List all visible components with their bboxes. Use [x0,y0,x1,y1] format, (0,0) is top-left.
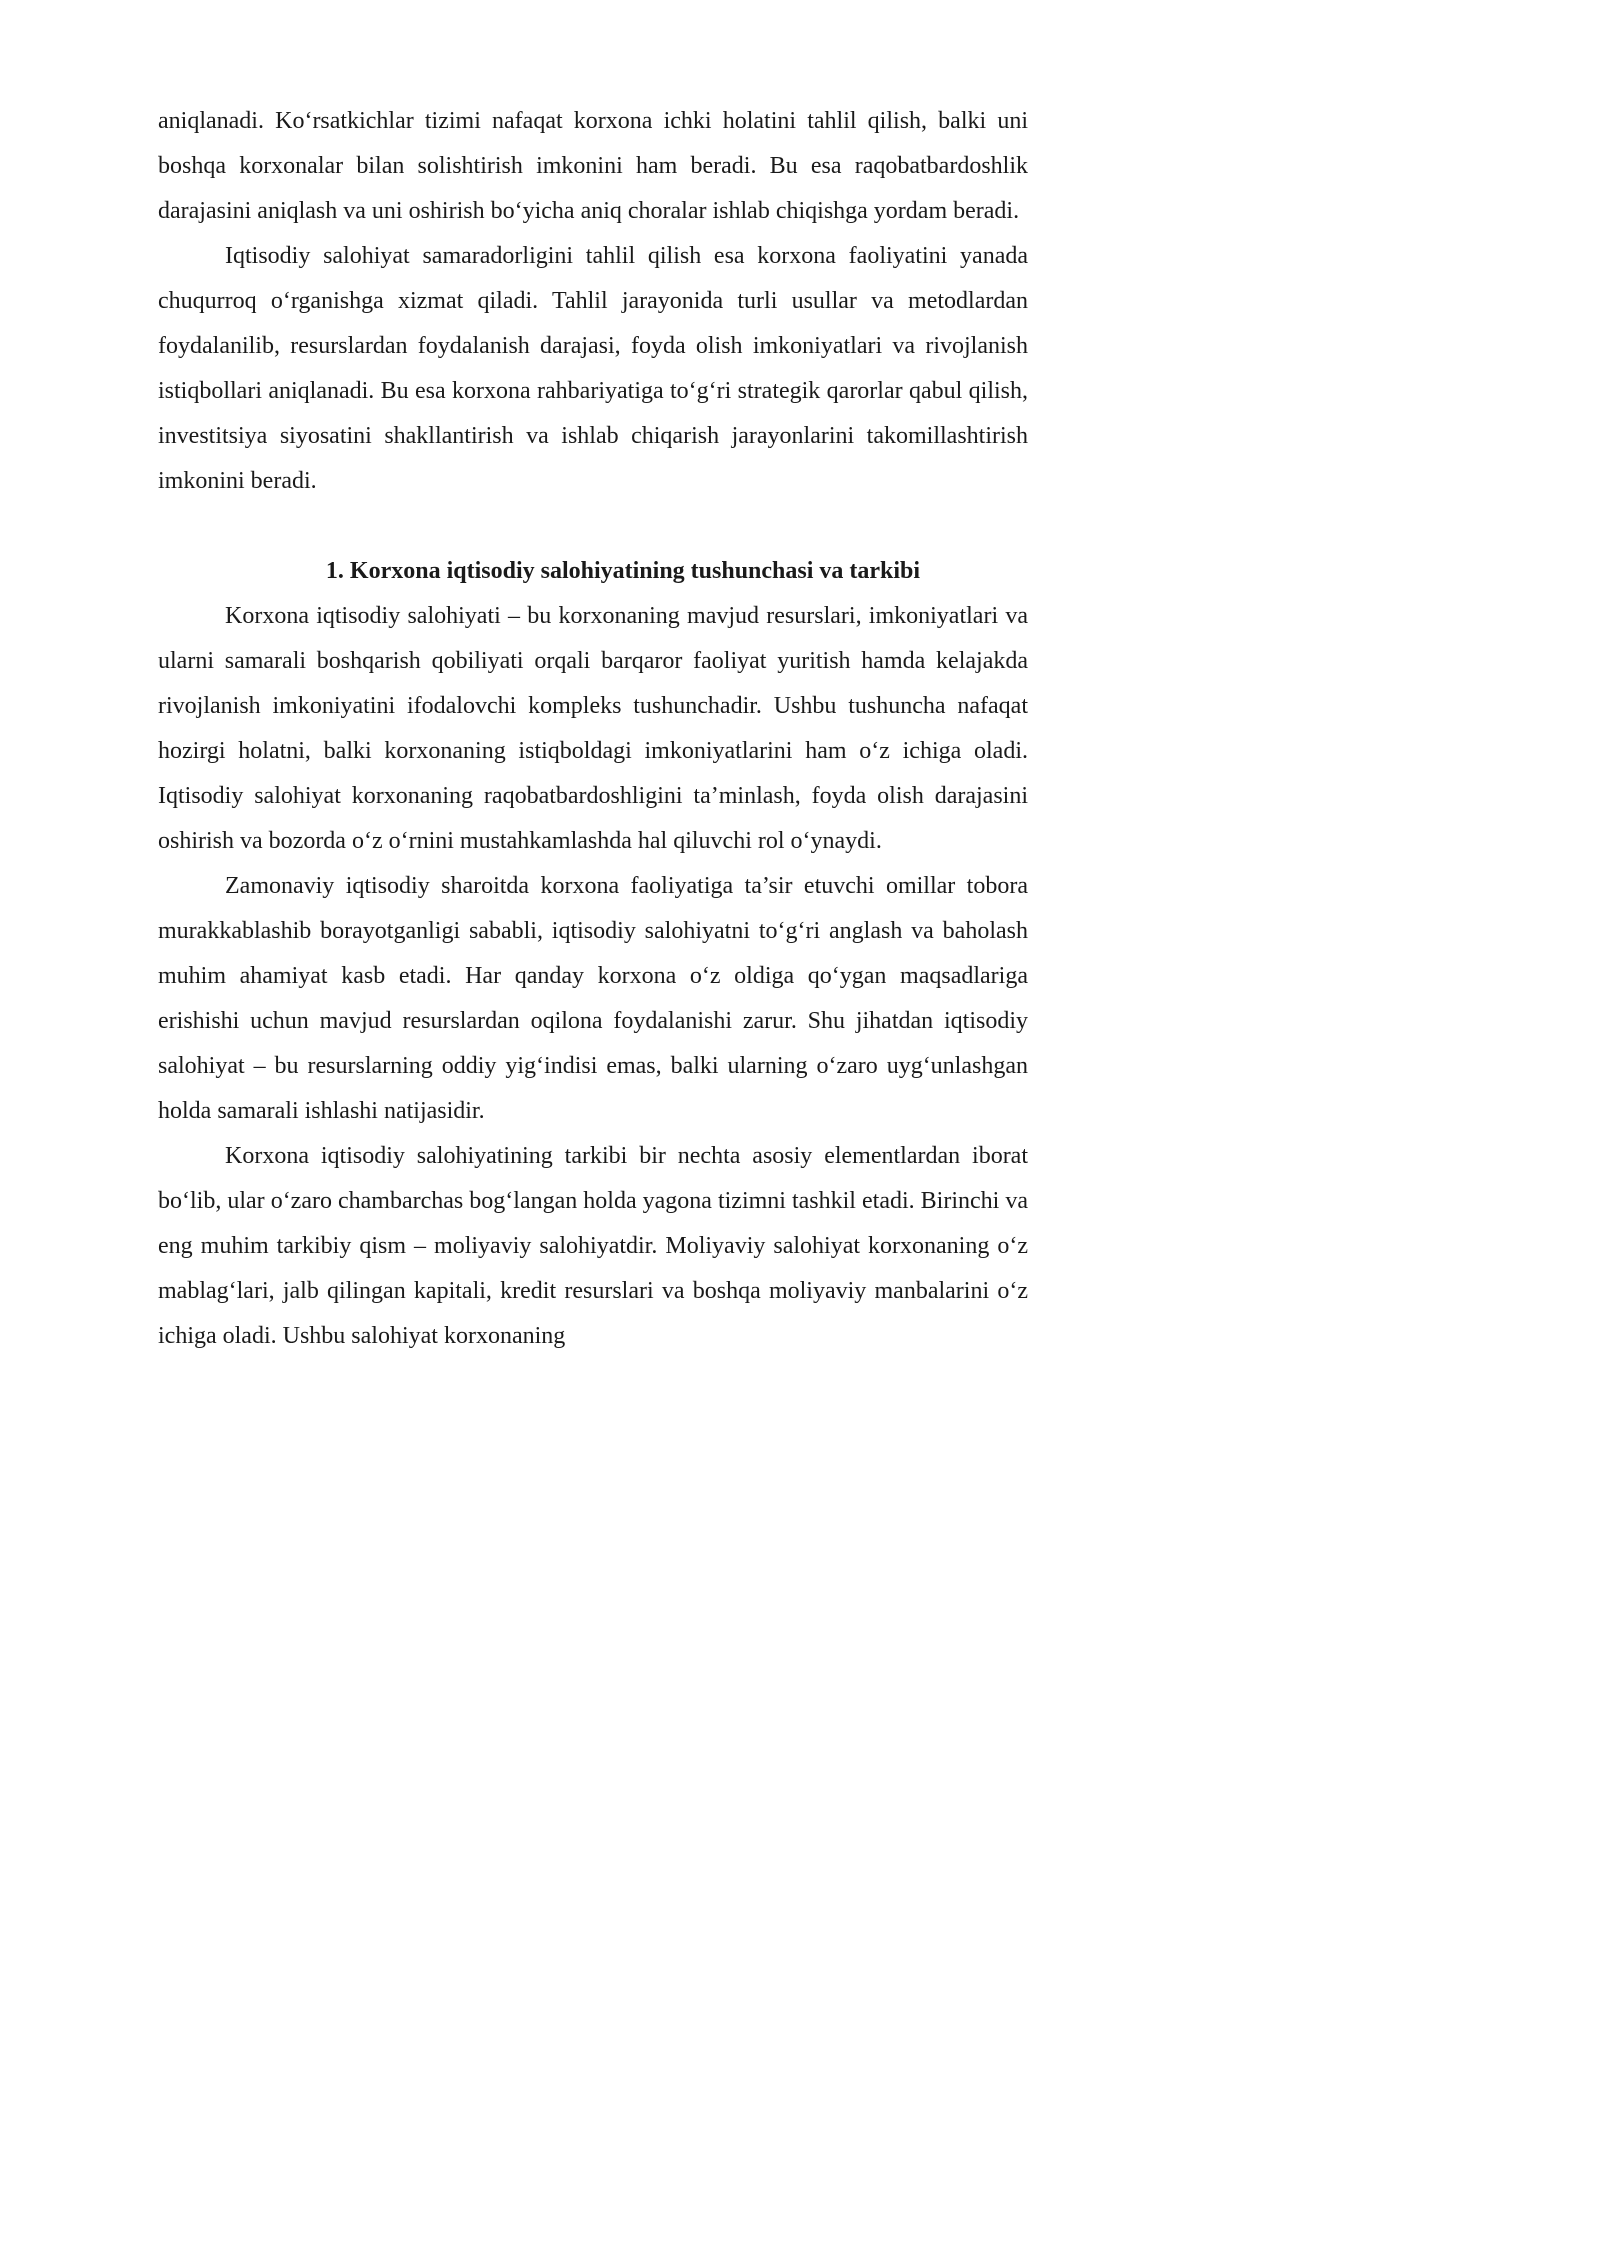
paragraph-continued: aniqlanadi. Ko‘rsatkichlar tizimi nafaqat korxona ichki holatini tahlil qilish, balki uni boshqa korxonalar bilan solishtirish imkonini ham beradi. Bu esa raqobatbardoshlik darajasini aniqlash va uni oshirish bo‘yicha aniq choralar ishlab chiqishga yordam beradi. [158,108,1028,224]
document-body [158,99,1028,1359]
section-heading: 1. Korxona iqtisodiy salohiyatining tushunchasi va tarkibi [325,558,921,584]
paragraph-analysis: Iqtisodiy salohiyat samaradorligini tahlil qilish esa korxona faoliyatini yanada chuqurroq o‘rganishga xizmat qiladi. Tahlil jarayonida turli usullar va metodlardan foydalanilib, resurslardan foydalanish darajasi, foyda olish imkoniyatlari va rivojlanish istiqbollari aniqlanadi. Bu esa korxona rahbariyatiga to‘g‘ri strategik qarorlar qabul qilish, investitsiya siyosatini shakllantirish va ishlab chiqarish jarayonlarini takomillashtirish imkonini beradi. [158,243,1028,494]
paragraph-modern-conditions: Zamonaviy iqtisodiy sharoitda korxona faoliyatiga ta’sir etuvchi omillar tobora murakkablashib borayotganligi sababli, iqtisodiy salohiyatni to‘g‘ri anglash va baholash muhim ahamiyat kasb etadi. Har qanday korxona o‘z oldiga qo‘ygan maqsadlariga erishishi uchun mavjud resurslardan oqilona foydalanishi zarur. Shu jihatdan iqtisodiy salohiyat – bu resurslarning oddiy yig‘indisi emas, balki ularning o‘zaro uyg‘unlashgan holda samarali ishlashi natijasidir. [158,873,1028,1124]
document-page [0,0,1100,1555]
paragraph-definition: Korxona iqtisodiy salohiyati – bu korxonaning mavjud resurslari, imkoniyatlari va ularni samarali boshqarish qobiliyati orqali barqaror faoliyat yuritish hamda kelajakda rivojlanish imkoniyatini ifodalovchi kompleks tushunchadir. Ushbu tushuncha nafaqat hozirgi holatni, balki korxonaning istiqboldagi imkoniyatlarini ham o‘z ichiga oladi. Iqtisodiy salohiyat korxonaning raqobatbardoshligini ta’minlash, foyda olish darajasini oshirish va bozorda o‘z o‘rnini mustahkamlashda hal qiluvchi rol o‘ynaydi. [158,603,1028,854]
paragraph-structure: Korxona iqtisodiy salohiyatining tarkibi bir nechta asosiy elementlardan iborat bo‘lib, ular o‘zaro chambarchas bog‘langan holda yagona tizimni tashkil etadi. Birinchi va eng muhim tarkibiy qism – moliyaviy salohiyatdir. Moliyaviy salohiyat korxonaning o‘z mablag‘lari, jalb qilingan kapitali, kredit resurslari va boshqa moliyaviy manbalarini o‘z ichiga oladi. Ushbu salohiyat korxonaning [158,1143,1028,1349]
